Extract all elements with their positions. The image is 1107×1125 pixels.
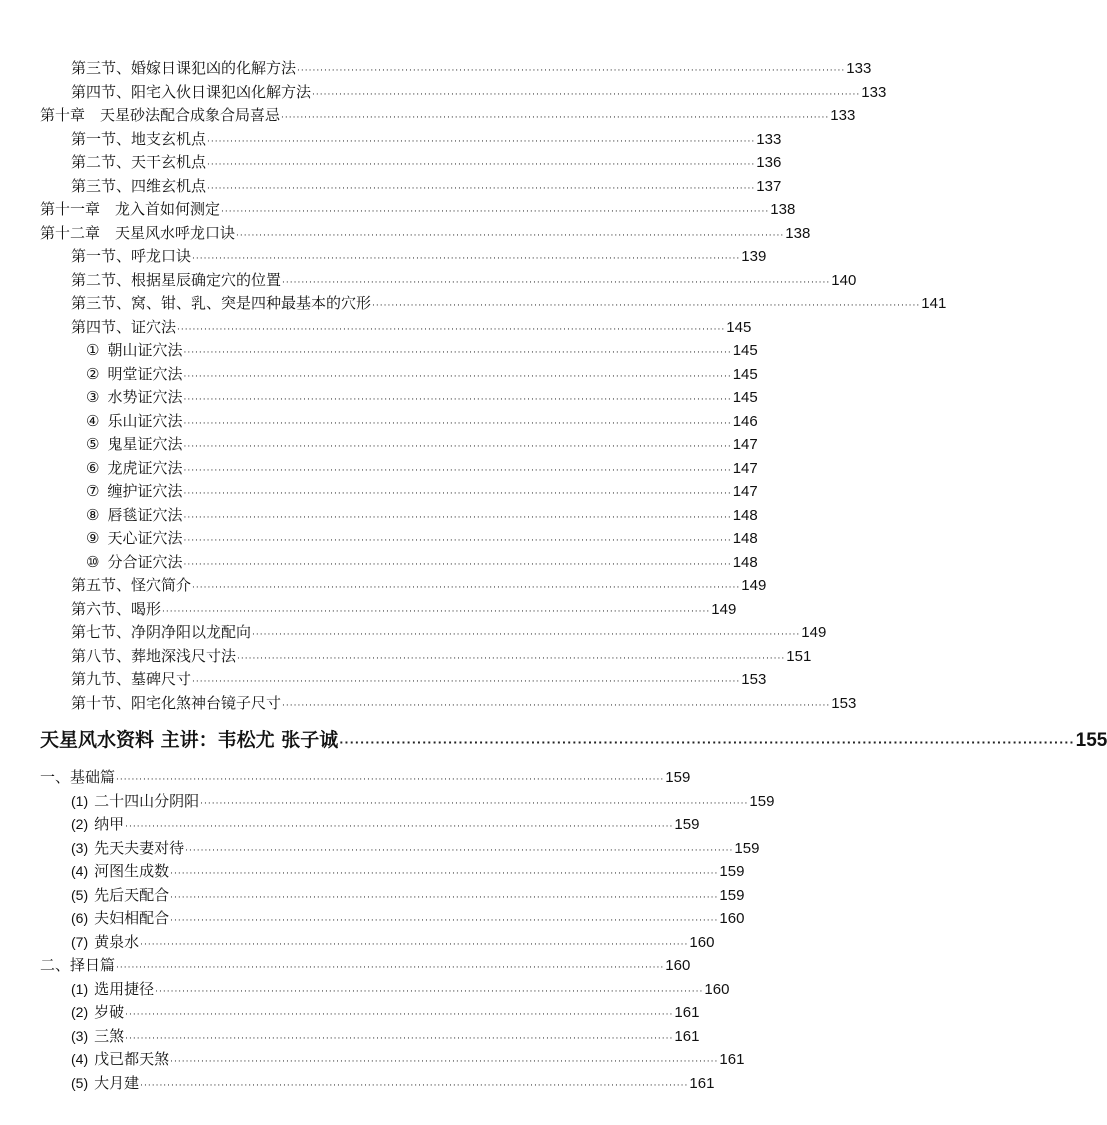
toc-entry-marker: ②	[86, 364, 100, 383]
toc-entry-title: 选用捷径	[94, 979, 155, 998]
dot-leader: ··············································································································································	[200, 798, 749, 809]
toc-entry-title: 龙虎证穴法	[107, 458, 183, 477]
dot-leader: ··············································································································································	[177, 324, 726, 335]
toc-entry-label	[71, 978, 154, 1002]
dot-leader: ··············································································································································	[170, 1057, 719, 1067]
toc-chapter-entry[interactable]	[40, 766, 691, 790]
dot-leader: ··············································································································································	[125, 822, 674, 832]
dot-leader: ··············································································································································	[162, 606, 711, 617]
toc-entry-title: 三煞	[94, 1026, 125, 1045]
toc-entry-page: 161	[689, 1074, 715, 1092]
toc-entry-page: 151	[786, 647, 812, 665]
toc-entry[interactable]	[40, 1001, 700, 1025]
toc-entry[interactable]	[40, 504, 758, 528]
toc-entry-marker: (1)	[71, 980, 89, 997]
toc-entry-title: 第七节、净阴净阳以龙配向	[71, 623, 252, 641]
toc-entry-marker: (5)	[71, 1074, 89, 1091]
dot-leader: ··············································································································································	[170, 892, 719, 903]
dot-leader: ··············································································································································	[282, 700, 831, 711]
dot-leader: ··············································································································································	[183, 395, 732, 405]
dot-leader: ··············································································································································	[221, 207, 770, 217]
toc-entry-title: 第三节、婚嫁日课犯凶的化解方法	[71, 59, 297, 77]
toc-entry[interactable]	[40, 457, 758, 481]
toc-chapter-entry[interactable]	[40, 222, 811, 246]
toc-entry[interactable]	[40, 668, 767, 692]
toc-entry-label	[71, 621, 251, 645]
toc-entry-label	[40, 104, 280, 128]
toc-entry-title: 河图生成数	[94, 862, 170, 880]
toc-entry-label	[86, 527, 182, 551]
toc-entry-page: 159	[674, 816, 700, 833]
toc-entry[interactable]	[40, 931, 715, 955]
toc-entry[interactable]	[40, 1072, 715, 1096]
toc-entry-label	[71, 81, 311, 105]
toc-entry-page: 138	[785, 224, 811, 242]
toc-entry-title: 乐山证穴法	[107, 411, 183, 430]
toc-entry-marker: ①	[86, 341, 100, 359]
toc-entry-title: 第十章 天星砂法配合成象合局喜忌	[40, 106, 281, 124]
toc-entry-label	[40, 766, 115, 790]
toc-entry-label	[71, 645, 236, 669]
toc-entry-marker: ⑩	[86, 552, 100, 571]
toc-entry-page: 153	[831, 694, 857, 712]
toc-entry-title: 夫妇相配合	[94, 909, 170, 927]
toc-entry-page: 145	[726, 318, 752, 336]
toc-entry-title: 第八节、葬地深浅尺寸法	[71, 646, 237, 665]
dot-leader: ··············································································································································	[282, 277, 831, 288]
toc-entry-page: 133	[846, 60, 872, 77]
toc-entry-title: 第六节、喝形	[71, 599, 162, 618]
toc-entry-label	[71, 269, 281, 293]
toc-entry-title: 第十一章 龙入首如何测定	[40, 200, 221, 218]
toc-entry-title: 一、基础篇	[40, 768, 116, 786]
toc-entry-marker: ④	[86, 411, 100, 430]
toc-entry-page: 145	[732, 365, 758, 383]
toc-entry[interactable]	[40, 978, 730, 1002]
dot-leader: ··············································································································································	[372, 301, 921, 311]
toc-entry-page: 148	[732, 506, 758, 524]
dot-leader: ··············································································································································	[116, 775, 665, 785]
toc-main-heading[interactable]	[40, 723, 1107, 757]
toc-entry-title: 缠护证穴法	[107, 482, 183, 500]
toc-entry-label	[71, 837, 184, 861]
toc-entry-label	[71, 1001, 124, 1025]
dot-leader: ··············································································································································	[183, 348, 732, 358]
toc-entry[interactable]	[40, 316, 752, 340]
toc-entry-page: 149	[741, 577, 767, 594]
toc-entry[interactable]	[40, 907, 745, 931]
dot-leader: ··············································································································································	[183, 559, 732, 570]
toc-entry[interactable]	[40, 645, 812, 669]
dot-leader: ··············································································································································	[155, 986, 704, 997]
toc-entry[interactable]	[40, 527, 758, 551]
dot-leader: ··············································································································································	[183, 465, 732, 476]
toc-entry-label	[71, 292, 371, 316]
toc-entry-marker: (2)	[71, 816, 89, 832]
toc-entry[interactable]	[40, 386, 758, 410]
dot-leader: ··············································································································································	[183, 536, 732, 546]
toc-entry-page: 145	[732, 342, 758, 359]
toc-entry-page: 160	[704, 980, 730, 998]
toc-entry[interactable]	[40, 574, 767, 598]
toc-entry-label	[86, 410, 182, 434]
dot-leader: ··············································································································································	[140, 939, 689, 950]
dot-leader: ··············································································································································	[116, 963, 665, 973]
toc-entry-marker: (3)	[71, 839, 89, 856]
toc-entry-page: 145	[732, 389, 758, 406]
dot-leader: ··············································································································································	[312, 89, 861, 100]
toc-entry[interactable]	[40, 598, 737, 622]
toc-entry-page: 138	[770, 201, 796, 218]
toc-entry-label	[86, 457, 182, 481]
toc-entry[interactable]	[40, 339, 758, 363]
toc-entry-page: 159	[734, 839, 760, 857]
toc-entry[interactable]	[40, 57, 872, 81]
toc-entry-label	[71, 813, 124, 837]
dot-leader: ··············································································································································	[170, 916, 719, 926]
toc-entry-label	[86, 339, 182, 363]
toc-main-heading-page: 155	[1075, 730, 1107, 751]
toc-entry-marker: (4)	[71, 1051, 89, 1067]
toc-entry-title: 明堂证穴法	[107, 364, 183, 383]
toc-entry[interactable]	[40, 81, 887, 105]
toc-entry-page: 133	[756, 130, 782, 148]
toc-entry[interactable]	[40, 837, 760, 861]
toc-entry[interactable]	[40, 1048, 745, 1072]
toc-entry-label	[71, 692, 281, 716]
toc-entry-page: 161	[674, 1004, 700, 1021]
toc-chapter-entry[interactable]	[40, 954, 691, 978]
toc-entry-label	[71, 931, 139, 955]
dot-leader: ··············································································································································	[339, 736, 1075, 749]
toc-entry-title: 天心证穴法	[107, 529, 183, 547]
toc-entry-marker: (2)	[71, 1004, 89, 1020]
toc-entry-title: 唇毯证穴法	[107, 505, 183, 524]
toc-entry-page: 160	[665, 957, 691, 974]
toc-entry-label	[71, 128, 206, 152]
table-of-contents	[40, 57, 1107, 1095]
toc-entry-label	[71, 884, 169, 908]
toc-entry-label	[86, 480, 182, 504]
toc-entry-marker: (6)	[71, 910, 89, 926]
toc-entry-label	[71, 175, 206, 199]
toc-entry-title: 先后天配合	[94, 885, 170, 904]
toc-entry[interactable]	[40, 128, 782, 152]
toc-entry-label	[71, 790, 199, 814]
toc-entry-title: 第二节、根据星辰确定穴的位置	[71, 270, 282, 289]
toc-entry-marker: (7)	[71, 933, 89, 950]
toc-entry-title: 鬼星证穴法	[107, 435, 183, 453]
toc-entry-label	[71, 668, 191, 692]
toc-entry-label	[71, 1072, 139, 1096]
dot-leader: ··············································································································································	[207, 183, 756, 194]
toc-entry-marker: ⑤	[86, 435, 100, 453]
toc-entry-page: 153	[741, 671, 767, 688]
toc-entry-page: 140	[831, 271, 857, 289]
dot-leader: ··············································································································································	[185, 845, 734, 856]
dot-leader: ··············································································································································	[252, 630, 801, 640]
dot-leader: ··············································································································································	[192, 583, 741, 593]
toc-entry-page: 159	[719, 886, 745, 904]
toc-entry[interactable]	[40, 245, 767, 269]
dot-leader: ··············································································································································	[170, 869, 719, 879]
toc-entry-marker: (5)	[71, 886, 89, 903]
dot-leader: ··············································································································································	[207, 160, 756, 170]
toc-entry-page: 147	[732, 483, 758, 500]
toc-entry-label	[86, 504, 182, 528]
toc-entry-title: 第二节、天干玄机点	[71, 153, 207, 171]
toc-entry[interactable]	[40, 621, 827, 645]
toc-entry[interactable]	[40, 410, 758, 434]
toc-entry-label	[71, 860, 169, 884]
toc-entry-label	[86, 433, 182, 457]
toc-entry-label	[86, 551, 182, 575]
dot-leader: ··············································································································································	[281, 113, 830, 123]
toc-entry-page: 160	[689, 933, 715, 951]
toc-entry-title: 水势证穴法	[107, 388, 183, 406]
toc-entry-title: 第一节、地支玄机点	[71, 129, 207, 148]
toc-entry-label	[71, 907, 169, 931]
toc-entry[interactable]	[40, 292, 947, 316]
toc-entry-marker: ⑨	[86, 529, 100, 547]
toc-entry-page: 160	[719, 910, 745, 927]
toc-entry-page: 136	[756, 154, 782, 171]
toc-entry-title: 二十四山分阴阳	[94, 791, 200, 810]
toc-entry-marker: (4)	[71, 863, 89, 879]
toc-entry-page: 141	[921, 295, 947, 312]
toc-entry-page: 137	[756, 177, 782, 195]
toc-entry-label	[71, 598, 161, 622]
toc-entry-title: 第三节、窝、钳、乳、突是四种最基本的穴形	[71, 294, 372, 312]
toc-entry-label	[71, 151, 206, 175]
toc-entry-title: 第四节、证穴法	[71, 317, 177, 336]
toc-entry-page: 149	[711, 600, 737, 618]
toc-entry[interactable]	[40, 1025, 700, 1049]
toc-entry[interactable]	[40, 433, 758, 457]
toc-entry-title: 先天夫妻对待	[94, 838, 185, 857]
toc-entry[interactable]	[40, 480, 758, 504]
toc-entry-title: 第九节、墓碑尺寸	[71, 670, 192, 688]
toc-entry-page: 159	[719, 863, 745, 880]
toc-entry[interactable]	[40, 551, 758, 575]
dot-leader: ··············································································································································	[125, 1010, 674, 1020]
toc-entry-label	[86, 386, 182, 410]
toc-entry[interactable]	[40, 151, 782, 175]
toc-entry-title: 朝山证穴法	[107, 341, 183, 359]
toc-entry[interactable]	[40, 269, 857, 293]
toc-entry-label	[71, 57, 296, 81]
toc-entry-title: 戊已都天煞	[94, 1050, 170, 1068]
dot-leader: ··············································································································································	[183, 418, 732, 429]
dot-leader: ··············································································································································	[192, 254, 741, 264]
toc-entry-page: 146	[732, 412, 758, 430]
toc-entry-page: 161	[719, 1051, 745, 1068]
toc-entry-page: 159	[749, 792, 775, 810]
toc-entry-marker: ⑧	[86, 505, 100, 524]
toc-chapter-entry[interactable]	[40, 104, 856, 128]
toc-entry-page: 161	[674, 1027, 700, 1045]
toc-entry-title: 岁破	[94, 1003, 125, 1021]
toc-entry-label	[86, 363, 182, 387]
toc-entry-title: 二、择日篇	[40, 956, 116, 974]
toc-list-lower	[40, 766, 775, 1095]
dot-leader: ··············································································································································	[125, 1033, 674, 1044]
dot-leader: ··············································································································································	[192, 677, 741, 687]
toc-entry-page: 139	[741, 248, 767, 265]
toc-entry-marker: ⑥	[86, 458, 100, 477]
toc-entry-page: 149	[801, 624, 827, 641]
toc-entry-title: 纳甲	[94, 815, 125, 833]
toc-entry-label	[71, 1025, 124, 1049]
toc-entry-title: 黄泉水	[94, 932, 140, 951]
toc-entry[interactable]	[40, 692, 857, 716]
toc-entry-page: 159	[665, 769, 691, 786]
toc-entry-page: 147	[732, 436, 758, 453]
toc-list-upper	[40, 57, 947, 715]
toc-entry-marker: ③	[86, 388, 100, 406]
dot-leader: ··············································································································································	[183, 442, 732, 452]
toc-entry-page: 133	[861, 83, 887, 101]
toc-entry-title: 大月建	[94, 1073, 140, 1092]
toc-entry-page: 147	[732, 459, 758, 477]
toc-entry-page: 148	[732, 530, 758, 547]
toc-entry-label	[71, 1048, 169, 1072]
dot-leader: ··············································································································································	[183, 371, 732, 382]
toc-entry[interactable]	[40, 175, 782, 199]
toc-entry-title: 第十节、阳宅化煞神台镜子尺寸	[71, 693, 282, 712]
toc-entry-title: 第四节、阳宅入伙日课犯凶化解方法	[71, 82, 312, 101]
toc-entry-marker: ⑦	[86, 482, 100, 500]
toc-entry[interactable]	[40, 884, 745, 908]
dot-leader: ··············································································································································	[236, 230, 785, 241]
toc-entry-label	[71, 316, 176, 340]
toc-entry-title: 第三节、四维玄机点	[71, 176, 207, 195]
toc-entry-label	[71, 245, 191, 269]
toc-entry-title: 第五节、怪穴简介	[71, 576, 192, 594]
dot-leader: ··············································································································································	[237, 653, 786, 664]
dot-leader: ··············································································································································	[207, 136, 756, 147]
toc-entry[interactable]	[40, 363, 758, 387]
toc-entry[interactable]	[40, 813, 700, 837]
toc-entry[interactable]	[40, 860, 745, 884]
toc-entry-label	[40, 954, 115, 978]
toc-entry-label	[71, 574, 191, 598]
dot-leader: ··············································································································································	[183, 512, 732, 523]
toc-entry-label	[40, 198, 220, 222]
toc-main-heading-label: 天星风水资料 主讲：韦松尤 张子诚	[40, 729, 339, 751]
toc-chapter-entry[interactable]	[40, 198, 796, 222]
toc-entry-label	[40, 222, 235, 246]
toc-entry-marker: (1)	[71, 792, 89, 809]
toc-entry[interactable]	[40, 790, 775, 814]
toc-entry-title: 第十二章 天星风水呼龙口诀	[40, 223, 236, 242]
dot-leader: ··············································································································································	[140, 1080, 689, 1091]
toc-entry-title: 第一节、呼龙口诀	[71, 247, 192, 265]
dot-leader: ··············································································································································	[297, 66, 846, 76]
toc-entry-marker: (3)	[71, 1027, 89, 1044]
toc-entry-title: 分合证穴法	[107, 552, 183, 571]
dot-leader: ··············································································································································	[183, 489, 732, 499]
toc-entry-page: 148	[732, 553, 758, 571]
toc-entry-page: 133	[830, 107, 856, 124]
